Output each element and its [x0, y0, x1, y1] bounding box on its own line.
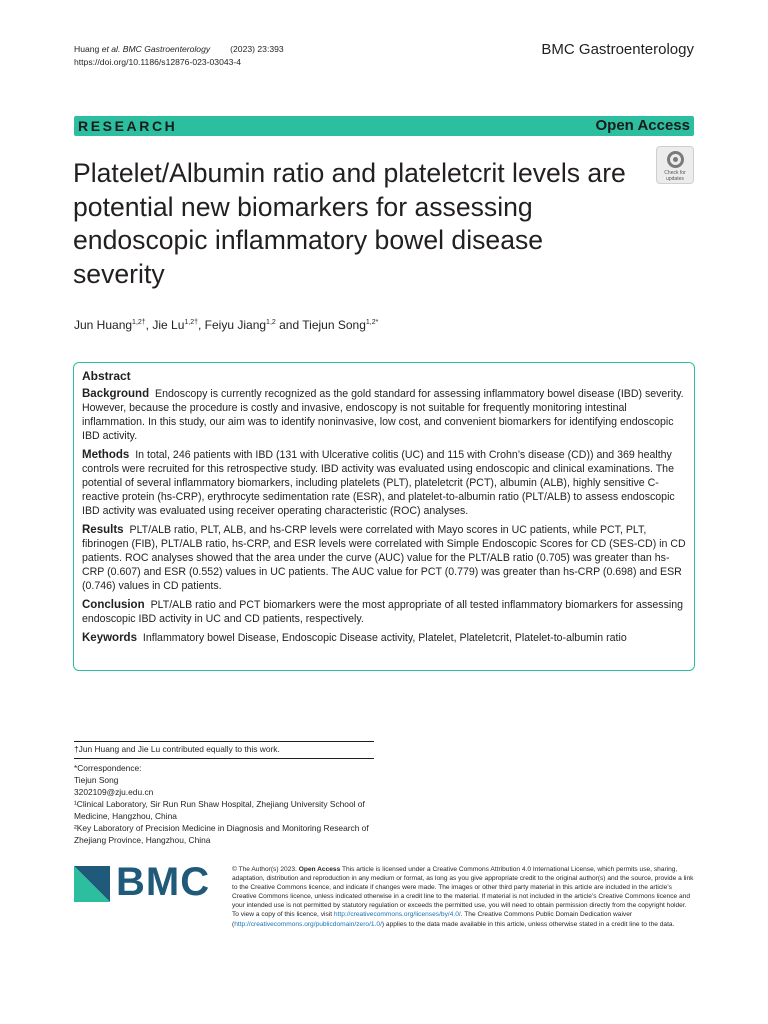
- author-affiliation: 1,2*: [365, 319, 379, 326]
- section-label: Methods: [82, 449, 130, 461]
- bmc-logo: [74, 860, 214, 906]
- affiliation-2: ²Key Laboratory of Precision Medicine in Diagnosis and Monitoring Research of Zhejiang Province, Hangzhou, China: [74, 823, 369, 845]
- correspondent-name: Tiejun Song: [74, 775, 119, 785]
- license-body: ) applies to the data made available in this article, unless otherwise stated in a credit line to the data.: [381, 920, 675, 928]
- author-separator: ,: [198, 318, 205, 332]
- section-banner: [74, 116, 694, 136]
- footnote-divider: [74, 741, 374, 742]
- section-label: Keywords: [82, 632, 137, 644]
- abstract-results: [82, 523, 686, 593]
- correspondence-block: [74, 762, 374, 846]
- abstract-background: [82, 387, 686, 443]
- section-label: Background: [82, 388, 150, 400]
- section-text: PLT/ALB ratio and PCT biomarkers were the most appropriate of all tested inflammatory biomarkers for assessing endoscopic IBD activity in UC and CD patients, respectively.: [82, 599, 684, 625]
- bmc-logo-text: BMC: [116, 860, 211, 904]
- section-label: RESEARCH: [78, 118, 178, 134]
- author-affiliation: 1,2†: [132, 319, 146, 326]
- license-text: [232, 865, 694, 929]
- abstract-keywords: [82, 631, 686, 645]
- journal-name: BMC Gastroenterology: [541, 41, 694, 58]
- author-separator: and: [275, 318, 303, 332]
- abstract-methods: [82, 448, 686, 518]
- check-for-updates-badge[interactable]: [656, 146, 694, 184]
- abstract-conclusion: [82, 598, 686, 626]
- abstract-box: [73, 362, 695, 671]
- abstract-heading: Abstract: [82, 369, 131, 383]
- affiliation-1: ¹Clinical Laboratory, Sir Run Run Shaw Hospital, Zhejiang University School of Medicine, Hangzhou, China: [74, 799, 365, 821]
- equal-contribution-note: †Jun Huang and Jie Lu contributed equally to this work.: [74, 744, 280, 754]
- correspondent-email[interactable]: 3202109@zju.edu.cn: [74, 787, 154, 797]
- section-text: PLT/ALB ratio, PLT, ALB, and hs-CRP levels were correlated with Mayo scores in UC patients, while PCT, PLT, fibrinogen (FIB), PLT/ALB ratio, hs-CRP, and ESR levels were correlated with Simple Endoscopic Scores for CD (SES-CD) in CD patients. ROC analyses showed that the area under the curve (AUC) value for the PLT/ALB ratio (0.705) was greater than hs-CRP (0.607) and ESR (0.552) values in UC patients. The AUC value for PCT (0.779) was greater than hs-CRP (0.698) and ESR (0.746) values in CD patients.: [82, 524, 686, 592]
- license-open-access: Open Access: [298, 866, 341, 873]
- citation-header: [74, 43, 284, 69]
- section-text: Inflammatory bowel Disease, Endoscopic Disease activity, Platelet, Plateletcrit, Platelet-to-albumin ratio: [142, 632, 627, 644]
- doi-link[interactable]: https://doi.org/10.1186/s12876-023-03043-4: [74, 57, 242, 67]
- author-name: Feiyu Jiang: [204, 318, 267, 332]
- citation-year: (2023) 23:393: [230, 44, 284, 54]
- article-title: Platelet/Albumin ratio and plateletcrit levels are potential new biomarkers for assessing endoscopic inflammatory bowel disease severity: [73, 158, 626, 289]
- section-label: Results: [82, 524, 124, 536]
- check-updates-icon: [667, 151, 684, 168]
- section-text: In total, 246 patients with IBD (131 with Ulcerative colitis (UC) and 115 with Crohn’s disease (CD)) and 369 healthy controls were recruited for this retrospective study. IBD activity was evaluated using endoscopic and clinical examinations. The potential of several inflammatory biomarkers, including platelets (PLT), plateletcrit (PCT), albumin (ALB), highly sensitive C-reactive protein (hs-CRP), erythrocyte sedimentation rate (ESR), and platelet-to-albumin ratio (PLT/ALB) to assess endoscopic IBD activity was evaluated using receiver operating characteristic (ROC) analyses.: [82, 449, 675, 517]
- citation-journal: et al. BMC Gastroenterology: [101, 44, 211, 54]
- license-body: . The Creative Commons Public Domain Dedication waiver (: [232, 911, 633, 928]
- section-label: Conclusion: [82, 599, 145, 611]
- correspondence-label: *Correspondence:: [74, 763, 142, 773]
- license-link[interactable]: http://creativecommons.org/licenses/by/4.0/: [333, 911, 461, 919]
- open-access-label: Open Access: [595, 117, 690, 134]
- author-affiliation: 1,2†: [184, 319, 198, 326]
- author-list: [74, 318, 378, 332]
- author-name: Jie Lu: [152, 318, 185, 332]
- copyright-notice: © The Author(s) 2023.: [232, 866, 297, 873]
- footnote-divider: [74, 758, 374, 759]
- check-updates-label: Check for updates: [664, 170, 686, 182]
- author-name: Tiejun Song: [302, 318, 366, 332]
- license-body: This article is licensed under a Creative Commons Attribution 4.0 International License, which permits use, sharing, adaptation, distribution and reproduction in any medium or format, as long as you give appropriate credit to the original author(s) and the source, provide a link to the Creative Commons licence, and indicate if changes were made. The images or other third party material in this article are included in the article’s Creative Commons licence, unless indicated otherwise in a credit line to the material. If material is not included in the article’s Creative Commons licence and your intended use is not permitted by statutory regulation or exceeds the permitted use, you will need to obtain permission directly from the copyright holder. To view a copy of this licence, visit: [232, 866, 694, 919]
- section-text: Endoscopy is currently recognized as the gold standard for assessing inflammatory bowel disease (IBD) severity. However, because the procedure is costly and invasive, endoscopy is not suitable for frequently monitoring intestinal inflammation. In this study, our aim was to identify noninvasive, low cost, and convenient biomarkers for identifying endoscopic IBD activity.: [82, 388, 684, 442]
- author-name: Jun Huang: [74, 318, 133, 332]
- citation-authors: Huang: [74, 44, 102, 54]
- public-domain-link[interactable]: http://creativecommons.org/publicdomain/zero/1.0/: [234, 920, 382, 928]
- bmc-logo-icon: [74, 866, 110, 902]
- author-separator: ,: [145, 318, 153, 332]
- author-affiliation: 1,2: [266, 319, 276, 326]
